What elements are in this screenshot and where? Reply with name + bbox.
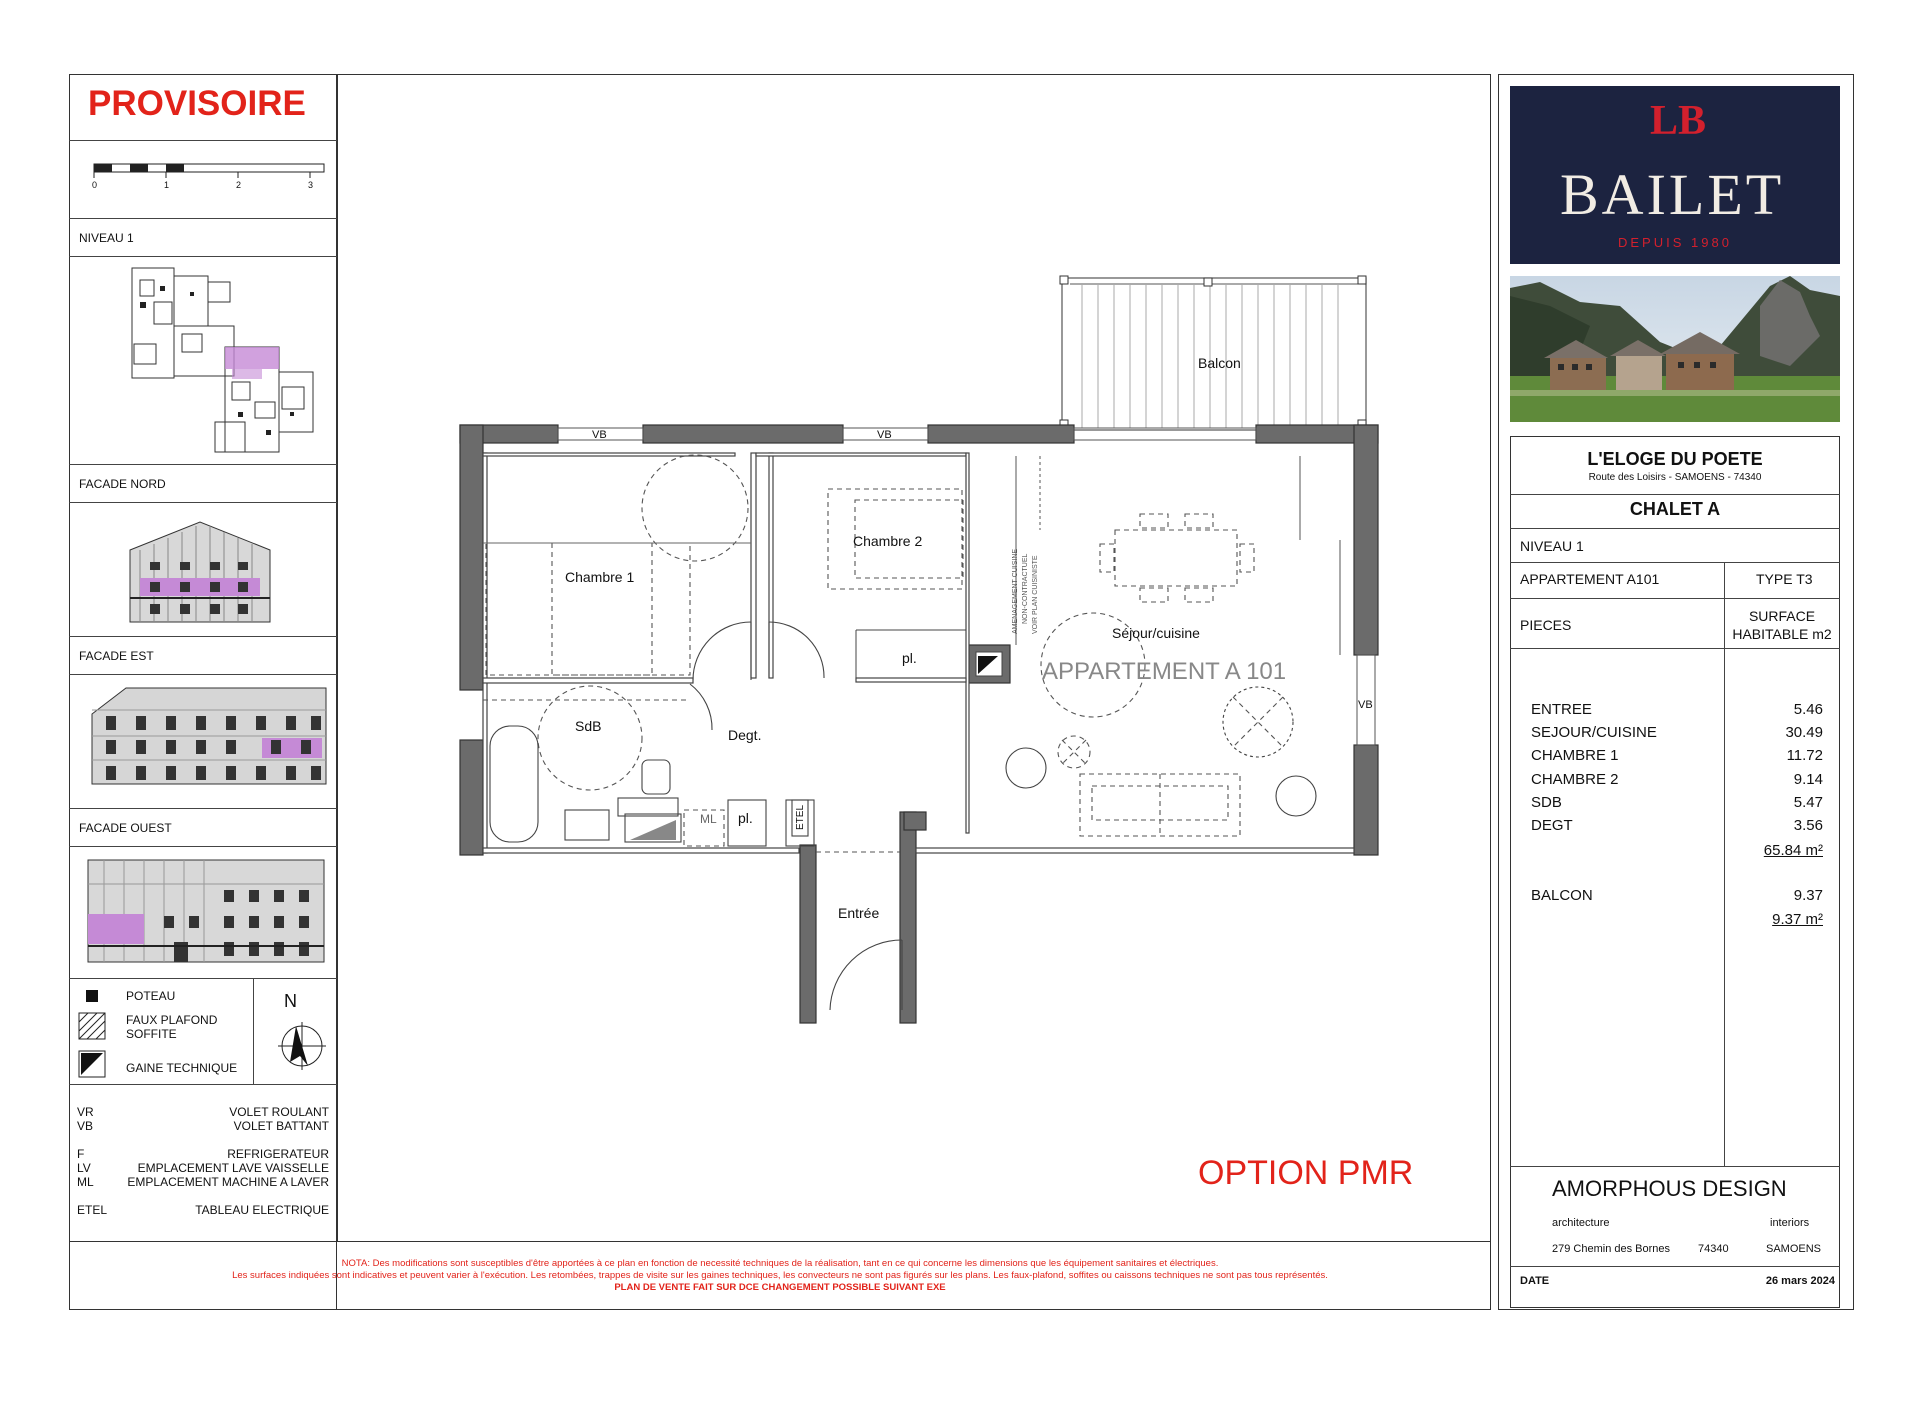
room-value-sejour: 30.49: [1785, 724, 1823, 741]
abbr-text-f: REFRIGERATEUR: [227, 1147, 329, 1161]
chalet-name: CHALET A: [1629, 499, 1721, 519]
footer-notes: [70, 1258, 1490, 1294]
footer-note-1: NOTA: Des modifications sont susceptibles d'être apportées à ce plan en fonction de necessité techniques de la réalisation, tant en ce qui concerne les dimensions que les équipement sanitaires et électriques.: [341, 1258, 1219, 1269]
abbr-text-lv: EMPLACEMENT LAVE VAISSELLE: [137, 1161, 329, 1175]
vb-label-2: VB: [877, 429, 892, 441]
abbr-code-ml: ML: [77, 1175, 94, 1189]
vb-label-1: VB: [592, 429, 607, 441]
legend-soffite: SOFFITE: [126, 1027, 177, 1041]
appartement-label: APPARTEMENT A 101: [1042, 658, 1287, 685]
scale-tick-3: 3: [308, 180, 314, 190]
brand-logo: [1510, 86, 1840, 264]
pieces-header: PIECES: [1520, 617, 1572, 633]
date-label: DATE: [1520, 1275, 1550, 1287]
brand-subtitle: DEPUIS 1980: [1618, 235, 1732, 250]
abbr-code-vb: VB: [77, 1119, 94, 1133]
legend-gaine: GAINE TECHNIQUE: [126, 1061, 238, 1075]
brand-monogram: LB: [1650, 98, 1707, 144]
facade-nord-label: FACADE NORD: [79, 477, 166, 491]
niveau-value: NIVEAU 1: [1520, 538, 1584, 554]
abbr-code-etel: ETEL: [77, 1203, 108, 1217]
architect-architecture: architecture: [1552, 1217, 1610, 1229]
room-value-sdb: 5.47: [1793, 794, 1823, 811]
pl-label-2: pl.: [738, 810, 753, 826]
entree-label: Entrée: [838, 905, 880, 921]
appartement-value: APPARTEMENT A101: [1520, 571, 1660, 587]
surface-header-1: SURFACE: [1748, 608, 1816, 624]
sdb-label: SdB: [575, 718, 602, 734]
project-name: L'ELOGE DU POETE: [1587, 449, 1763, 469]
abbr-code-lv: LV: [77, 1161, 91, 1175]
option-pmr-label: OPTION PMR: [1198, 1154, 1414, 1192]
abbr-text-etel: TABLEAU ELECTRIQUE: [195, 1203, 329, 1217]
legend-poteau: POTEAU: [126, 989, 176, 1003]
room-name-entree: ENTREE: [1531, 701, 1592, 718]
architect-zip: 74340: [1698, 1243, 1729, 1255]
sejour-label: Séjour/cuisine: [1112, 625, 1200, 641]
balcony: [1060, 276, 1366, 430]
architect-name: AMORPHOUS DESIGN: [1552, 1176, 1787, 1201]
vb-label-3: VB: [1358, 699, 1373, 711]
ml-label: ML: [700, 812, 717, 826]
surface-header-2: HABITABLE m2: [1732, 626, 1832, 642]
room-value-degt: 3.56: [1793, 817, 1823, 834]
scale-tick-0: 0: [92, 180, 98, 190]
architect-city: SAMOENS: [1766, 1243, 1822, 1255]
room-value-balcon: 9.37: [1793, 887, 1823, 904]
degt-label: Degt.: [728, 727, 762, 743]
architect-address: 279 Chemin des Bornes: [1552, 1243, 1671, 1255]
brand-name: BAILET: [1560, 162, 1785, 227]
footer-note-3: PLAN DE VENTE FAIT SUR DCE CHANGEMENT POSSIBLE SUIVANT EXE: [614, 1282, 946, 1293]
architect-interiors: interiors: [1770, 1217, 1810, 1229]
type-value: TYPE T3: [1756, 571, 1813, 587]
pl-label-1: pl.: [902, 650, 917, 666]
scale-tick-2: 2: [236, 180, 242, 190]
facade-est-label: FACADE EST: [79, 649, 154, 663]
chalet-photo: [1510, 276, 1840, 422]
room-name-sdb: SDB: [1531, 794, 1562, 811]
room-name-chambre2: CHAMBRE 2: [1531, 771, 1619, 788]
footer-note-2: Les surfaces indiquées sont indicatives et peuvent varier à l'exécution. Les retombées, trappes de visite sur les gaines techniques, les convecteurs ne sont pas figurés sur les plans. Les faux-plafond, soffites ou caissons techniques ne sont pas tous représentés.: [232, 1270, 1328, 1281]
room-value-entree: 5.46: [1793, 701, 1823, 718]
room-name-chambre1: CHAMBRE 1: [1531, 747, 1619, 764]
niveau-thumb-label: NIVEAU 1: [79, 231, 134, 245]
room-value-chambre2: 9.14: [1793, 771, 1823, 788]
abbr-text-vb: VOLET BATTANT: [233, 1119, 329, 1133]
project-address: Route des Loisirs - SAMOENS - 74340: [1588, 472, 1762, 483]
kitchen-note-2: NON-CONTRACTUEL: [1022, 553, 1029, 624]
room-name-sejour: SEJOUR/CUISINE: [1531, 724, 1657, 741]
room-value-chambre1: 11.72: [1786, 747, 1823, 764]
balcon-label: Balcon: [1198, 355, 1241, 371]
room-name-degt: DEGT: [1531, 817, 1573, 834]
kitchen-note-1: AMENAGEMENT CUISINE: [1012, 548, 1019, 634]
scale-tick-1: 1: [164, 180, 170, 190]
kitchen-note-3: VOIR PLAN CUISINISTE: [1032, 555, 1039, 634]
balcon-total: 9.37 m²: [1772, 911, 1823, 928]
legend-faux-plafond: FAUX PLAFOND: [126, 1013, 218, 1027]
abbr-text-vr: VOLET ROULANT: [229, 1105, 329, 1119]
total-surface: 65.84 m²: [1763, 842, 1823, 859]
etel-label: ETEL: [795, 804, 806, 830]
date-value: 26 mars 2024: [1765, 1275, 1835, 1287]
chambre2-label: Chambre 2: [853, 533, 923, 549]
abbr-code-vr: VR: [77, 1105, 94, 1119]
abbr-code-f: F: [77, 1147, 85, 1161]
provisoire-stamp: PROVISOIRE: [88, 84, 306, 123]
north-label: N: [284, 991, 297, 1011]
chambre1-label: Chambre 1: [565, 569, 635, 585]
abbr-text-ml: EMPLACEMENT MACHINE A LAVER: [127, 1175, 329, 1189]
room-name-balcon: BALCON: [1531, 887, 1593, 904]
facade-ouest-label: FACADE OUEST: [79, 821, 172, 835]
